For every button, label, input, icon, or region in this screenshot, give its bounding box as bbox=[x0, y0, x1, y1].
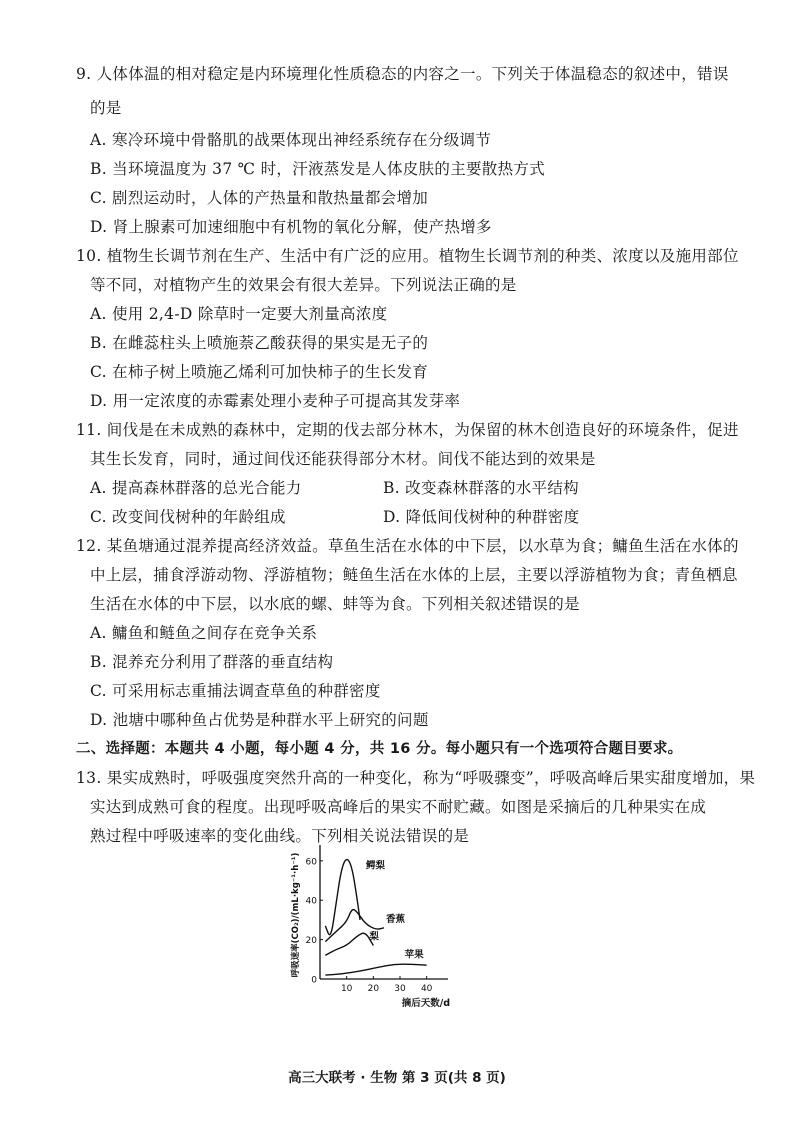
series-line-3 bbox=[325, 933, 373, 955]
q11-option-d: D. 降低间伐树种的种群密度 bbox=[383, 508, 580, 526]
series-label-4: 苹果 bbox=[404, 949, 424, 961]
q9-stem-line-1: 9. 人体体温的相对稳定是内环境理化性质稳态的内容之一。下列关于体温稳态的叙述中，错误 bbox=[76, 65, 729, 83]
q12-option-a: A. 鳙鱼和鲢鱼之间存在竞争关系 bbox=[90, 624, 318, 642]
q11-option-b: B. 改变森林群落的水平结构 bbox=[383, 479, 579, 497]
respiration-rate-chart bbox=[270, 836, 470, 1026]
y-tick-label: 40 bbox=[305, 896, 317, 907]
q11-option-a: A. 提高森林群落的总光合能力 bbox=[90, 479, 302, 497]
x-axis-label: 摘后天数/d bbox=[401, 998, 450, 1009]
q10-stem-line-2: 等不同，对植物产生的效果会有很大差异。下列说法正确的是 bbox=[90, 276, 517, 294]
q12-option-d: D. 池塘中哪种鱼占优势是种群水平上研究的问题 bbox=[90, 711, 429, 729]
q10-stem-line-1: 10. 植物生长调节剂在生产、生活中有广泛的应用。植物生长调节剂的种类、浓度以及施用部位 bbox=[76, 247, 739, 265]
section-2-heading: 二、选择题：本题共 4 小题，每小题 4 分，共 16 分。每小题只有一个选项符合题目要求。 bbox=[76, 741, 683, 757]
q12-option-c: C. 可采用标志重捕法调查草鱼的种群密度 bbox=[90, 682, 381, 700]
q9-option-c: C. 剧烈运动时，人体的产热量和散热量都会增加 bbox=[90, 189, 429, 207]
q13-stem-line-3: 熟过程中呼吸速率的变化曲线。下列相关说法错误的是 bbox=[90, 827, 470, 845]
q10-option-d: D. 用一定浓度的赤霉素处理小麦种子可提高其发芽率 bbox=[90, 392, 461, 410]
y-tick-label: 0 bbox=[311, 975, 317, 986]
q13-stem-line-2: 实达到成熟可食的程度。出现呼吸高峰后的果实不耐贮藏。如图是采摘后的几种果实在成 bbox=[90, 798, 707, 816]
q12-stem-line-1: 12. 某鱼塘通过混养提高经济效益。草鱼生活在水体的中下层，以水草为食；鳙鱼生活在水体的 bbox=[76, 537, 739, 555]
x-tick-label: 40 bbox=[420, 984, 433, 994]
series-label-2: 香蕉 bbox=[386, 913, 406, 925]
q9-option-d: D. 肾上腺素可加速细胞中有机物的氧化分解，使产热增多 bbox=[90, 218, 492, 236]
q9-stem-line-2: 的是 bbox=[90, 99, 122, 117]
series-line-4 bbox=[325, 964, 426, 975]
x-tick-label: 20 bbox=[367, 984, 380, 994]
q12-stem-line-2: 中上层，捕食浮游动物、浮游植物；鲢鱼生活在水体的上层，主要以浮游植物为食；青鱼栖息 bbox=[90, 566, 738, 584]
y-tick-label: 20 bbox=[305, 936, 317, 947]
page-footer: 高三大联考 · 生物 第 3 页(共 8 页) bbox=[288, 1070, 506, 1086]
q11-option-c: C. 改变间伐树种的年龄组成 bbox=[90, 508, 286, 526]
q10-option-a: A. 使用 2,4-D 除草时一定要大剂量高浓度 bbox=[90, 305, 388, 323]
q11-stem-line-2: 其生长发育，同时，通过间伐还能获得部分木材。间伐不能达到的效果是 bbox=[90, 450, 596, 468]
q11-stem-line-1: 11. 间伐是在未成熟的森林中，定期的伐去部分林木，为保留的林木创造良好的环境条件，促进 bbox=[76, 421, 739, 439]
q10-option-c: C. 在柿子树上喷施乙烯利可加快柿子的生长发育 bbox=[90, 363, 429, 381]
q12-option-b: B. 混养充分利用了群落的垂直结构 bbox=[90, 653, 334, 671]
series-label-1: 鳄梨 bbox=[366, 860, 386, 872]
series-line-1 bbox=[325, 860, 360, 935]
q10-option-b: B. 在雌蕊柱头上喷施萘乙酸获得的果实是无子的 bbox=[90, 334, 429, 352]
series-label-3: 梨 bbox=[369, 931, 379, 943]
x-tick-label: 10 bbox=[340, 984, 353, 994]
q13-stem-line-1: 13. 果实成熟时，呼吸强度突然升高的一种变化，称为“呼吸骤变”，呼吸高峰后果实甜度增加，果 bbox=[76, 769, 756, 787]
y-tick-label: 60 bbox=[305, 857, 317, 868]
q12-stem-line-3: 生活在水体的中下层，以水底的螺、蚌等为食。下列相关叙述错误的是 bbox=[90, 595, 580, 613]
x-tick-label: 30 bbox=[394, 984, 406, 994]
y-axis-label: 呼吸速率(CO₂)/(mL·kg⁻¹·h⁻¹) bbox=[291, 852, 301, 978]
q9-option-a: A. 寒冷环境中骨骼肌的战栗体现出神经系统存在分级调节 bbox=[90, 131, 492, 149]
q9-option-b: B. 当环境温度为 37 ℃ 时，汗液蒸发是人体皮肤的主要散热方式 bbox=[90, 160, 545, 178]
